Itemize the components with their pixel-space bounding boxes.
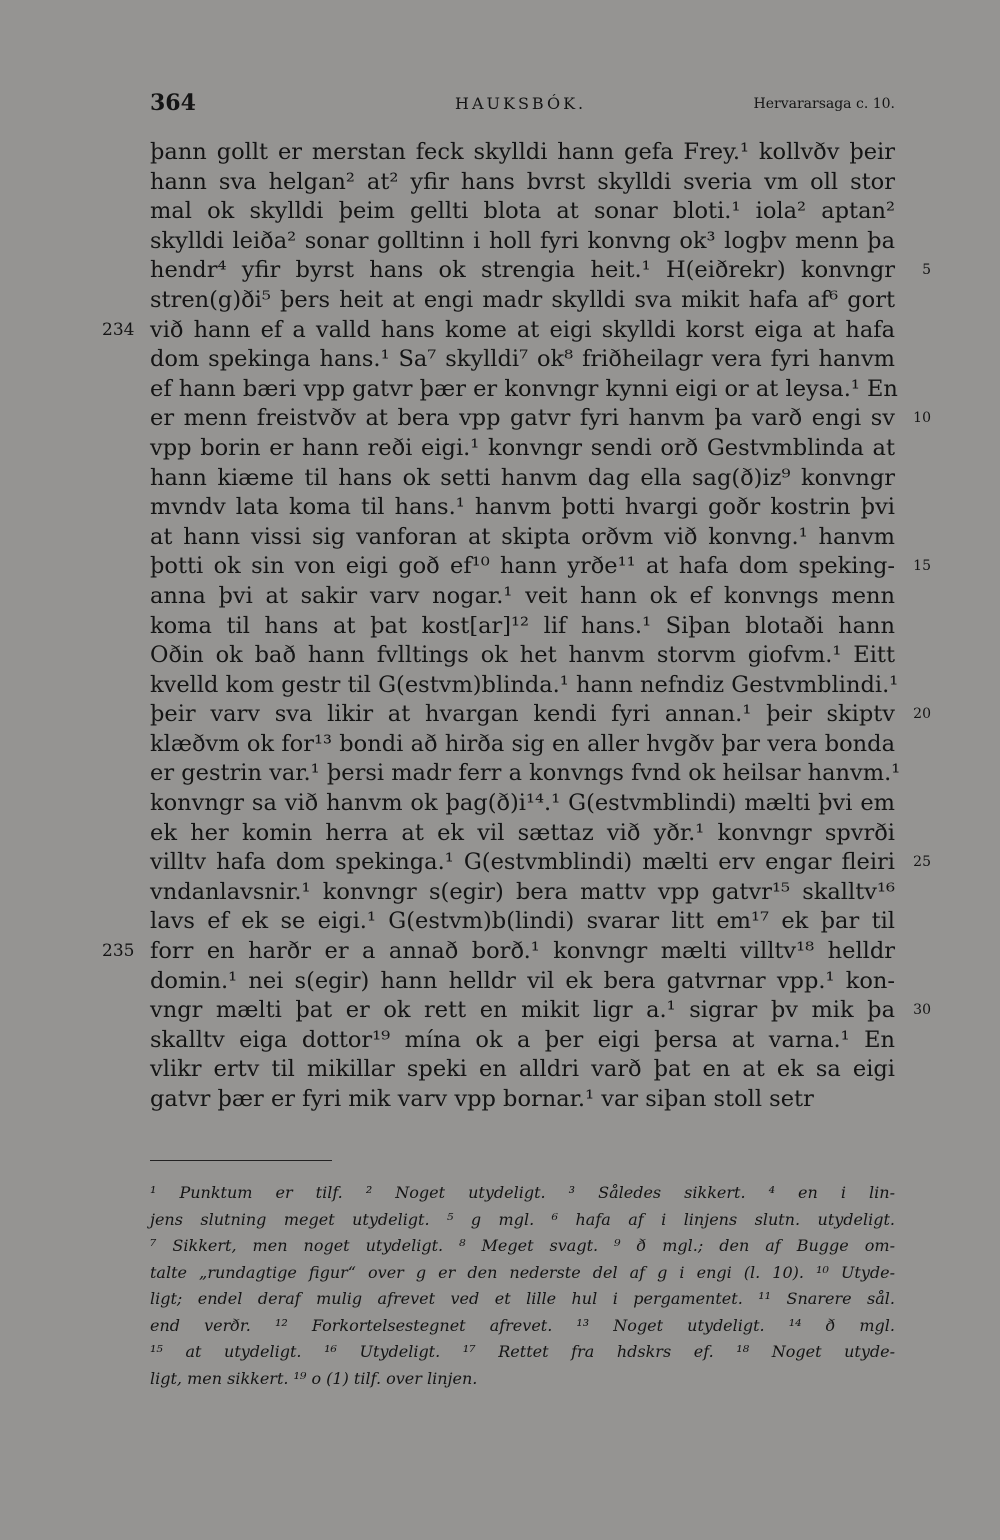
text-line <box>150 168 895 198</box>
text-line-content: ef hann bæri vpp gatvr þær er konvngr kynni eigi or at leysa.¹ En <box>150 375 898 402</box>
text-line <box>150 434 895 464</box>
footnote-divider <box>150 1160 332 1161</box>
text-line <box>150 138 895 168</box>
folio-number: 235 <box>102 941 135 962</box>
page-number: 364 <box>150 90 196 116</box>
footnote-line <box>150 1207 895 1234</box>
text-line-content: vngr mælti þat er ok rett en mikit ligr a.¹ sigrar þv mik þa <box>150 997 895 1024</box>
section-reference: Hervararsaga c. 10. <box>753 96 895 112</box>
footnote-line <box>150 1233 895 1260</box>
text-line-content: vlikr ertv til mikillar speki en alldri varð þat en at ek sa eigi <box>150 1056 895 1083</box>
text-line <box>150 256 931 286</box>
text-line-content: anna þvi at sakir varv nogar.¹ veit hann ok ef konvngs menn <box>150 582 895 609</box>
text-line-content: þeir varv sva likir at hvargan kendi fyri annan.¹ þeir skiptv <box>150 701 895 728</box>
footnote-line <box>150 1286 895 1313</box>
text-line-content: hendr⁴ yfir byrst hans ok strengia heit.¹ H(eiðrekr) konvngr <box>150 257 895 284</box>
text-line-content: hann sva helgan² at² yfir hans bvrst skylldi sveria vm oll stor <box>150 168 895 195</box>
text-line-content: skalltv eiga dottor¹⁹ mína ok a þer eigi þersa at varna.¹ En <box>150 1026 895 1053</box>
text-line <box>150 404 931 434</box>
text-line <box>150 1085 895 1115</box>
text-line-content: er menn freistvðv at bera vpp gatvr fyri hanvm þa varð engi sv <box>150 405 895 432</box>
text-line <box>150 907 895 937</box>
text-line-content: vndanlavsnir.¹ konvngr s(egir) bera mattv vpp gatvr¹⁵ skalltv¹⁶ <box>150 878 895 905</box>
text-line-content: forr en harðr er a annað borð.¹ konvngr mælti villtv¹⁸ helldr <box>150 938 895 965</box>
line-number: 30 <box>913 1002 931 1019</box>
text-line-content: vpp borin er hann reði eigi.¹ konvngr sendi orð Gestvmblinda at <box>150 434 895 461</box>
text-line <box>150 464 895 494</box>
text-line <box>150 286 895 316</box>
text-line <box>102 937 895 967</box>
text-line-content: lavs ef ek se eigi.¹ G(estvm)b(lindi) svarar litt em¹⁷ ek þar til <box>150 908 895 935</box>
text-line-content: konvngr sa við hanvm ok þag(ð)i¹⁴.¹ G(estvmblindi) mælti þvi em <box>150 790 895 817</box>
text-line <box>150 1026 895 1056</box>
text-line-content: kvelld kom gestr til G(estvm)blinda.¹ hann nefndiz Gestvmblindi.¹ <box>150 671 899 698</box>
text-line-content: hann kiæme til hans ok setti hanvm dag ella sag(ð)iz⁹ konvngr <box>150 464 895 491</box>
text-line-content: gatvr þær er fyri mik varv vpp bornar.¹ var siþan stoll setr <box>150 1086 814 1112</box>
text-line-content: stren(g)ði⁵ þers heit at engi madr skylldi sva mikit hafa af⁶ gort <box>150 286 895 313</box>
text-line-content: at hann vissi sig vanforan at skipta orðvm við konvng.¹ hanvm <box>150 523 895 550</box>
text-line-content: Oðin ok bað hann fvlltings ok het hanvm storvm giofvm.¹ Eitt <box>150 642 895 669</box>
footnote-text: ¹⁵ at utydeligt. ¹⁶ Utydeligt. ¹⁷ Rettet fra hdskrs ef. ¹⁸ Noget utyde- <box>150 1342 895 1361</box>
page-header <box>150 90 895 120</box>
footnote-line <box>150 1339 895 1366</box>
footnote-text: jens slutning meget utydeligt. ⁵ g mgl. ⁶ hafa af i linjens slutn. utydeligt. <box>150 1209 895 1229</box>
text-line-content: villtv hafa dom spekinga.¹ G(estvmblindi) mælti erv engar fleiri <box>150 849 895 876</box>
line-number: 20 <box>913 706 931 723</box>
text-line <box>150 375 898 405</box>
text-line-content: mvndv lata koma til hans.¹ hanvm þotti hvargi goðr kostrin þvi <box>150 494 895 521</box>
text-line-content: þann gollt er merstan feck skylldi hann gefa Frey.¹ kollvðv þeir <box>150 139 895 165</box>
footnote-line <box>150 1366 895 1393</box>
text-line <box>150 996 931 1026</box>
line-number: 25 <box>913 854 931 871</box>
text-line <box>150 967 895 997</box>
text-line <box>150 493 895 523</box>
text-line-content: domin.¹ nei s(egir) hann helldr vil ek bera gatvrnar vpp.¹ kon- <box>150 967 895 994</box>
text-line <box>150 612 895 642</box>
text-line <box>150 730 895 760</box>
footnote-line <box>150 1313 895 1340</box>
text-line-content: koma til hans at þat kost[ar]¹² lif hans.¹ Siþan blotaði hann <box>150 612 895 639</box>
text-line-content: ek her komin herra at ek vil sættaz við yðr.¹ konvngr spvrði <box>150 819 895 846</box>
text-line <box>150 227 895 257</box>
text-line <box>150 523 895 553</box>
text-line <box>150 819 895 849</box>
footnote-text: ligt; endel deraf mulig afrevet ved et lille hul i pergamentet. ¹¹ Snarere sål. <box>150 1289 895 1308</box>
line-number: 5 <box>922 262 931 279</box>
text-line <box>102 316 895 346</box>
text-line <box>150 641 895 671</box>
text-line-content: klæðvm ok for¹³ bondi að hirða sig en aller hvgðv þar vera bonda <box>150 730 895 757</box>
footnote-line <box>150 1260 895 1287</box>
footnote-text: end verðr. ¹² Forkortelsestegnet afrevet. ¹³ Noget utydeligt. ¹⁴ ð mgl. <box>150 1315 895 1335</box>
footnote-text: ⁷ Sikkert, men noget utydeligt. ⁸ Meget svagt. ⁹ ð mgl.; den af Bugge om- <box>150 1236 895 1255</box>
text-line <box>150 552 931 582</box>
text-line <box>150 345 895 375</box>
text-line <box>150 700 931 730</box>
text-line <box>150 759 901 789</box>
text-line <box>150 582 895 612</box>
text-line-content: þotti ok sin von eigi goð ef¹⁰ hann yrðe¹¹ at hafa dom speking- <box>150 553 895 580</box>
footnote-line <box>150 1180 895 1207</box>
text-line <box>150 197 895 227</box>
text-line <box>150 671 899 701</box>
text-line-content: dom spekinga hans.¹ Sa⁷ skylldi⁷ ok⁸ friðheilagr vera fyri hanvm <box>150 346 895 373</box>
main-text <box>102 138 931 1115</box>
text-line-content: mal ok skylldi þeim gellti blota at sonar bloti.¹ iola² aptan² <box>150 198 895 225</box>
footnotes <box>150 1180 895 1392</box>
text-line-content: við hann ef a valld hans kome at eigi skylldi korst eiga at hafa <box>150 316 895 343</box>
footnote-text: ligt, men sikkert. ¹⁹ o (1) tilf. over linjen. <box>150 1368 478 1388</box>
text-line-content: er gestrin var.¹ þersi madr ferr a konvngs fvnd ok heilsar hanvm.¹ <box>150 760 901 787</box>
footnote-text: ¹ Punktum er tilf. ² Noget utydeligt. ³ Således sikkert. ⁴ en i lin- <box>150 1183 895 1202</box>
folio-number: 234 <box>102 319 135 340</box>
running-title: HAUKSBÓK. <box>455 94 587 113</box>
text-line <box>150 848 931 878</box>
line-number: 10 <box>913 410 931 427</box>
text-line <box>150 1055 895 1085</box>
text-line <box>150 789 895 819</box>
footnote-text: talte „rundagtige figur“ over g er den nederste del af g i engi (l. 10). ¹⁰ Utyde- <box>150 1262 895 1282</box>
text-line <box>150 878 895 908</box>
line-number: 15 <box>913 558 931 575</box>
text-line-content: skylldi leiða² sonar golltinn i holl fyri konvng ok³ logþv menn þa <box>150 227 895 254</box>
